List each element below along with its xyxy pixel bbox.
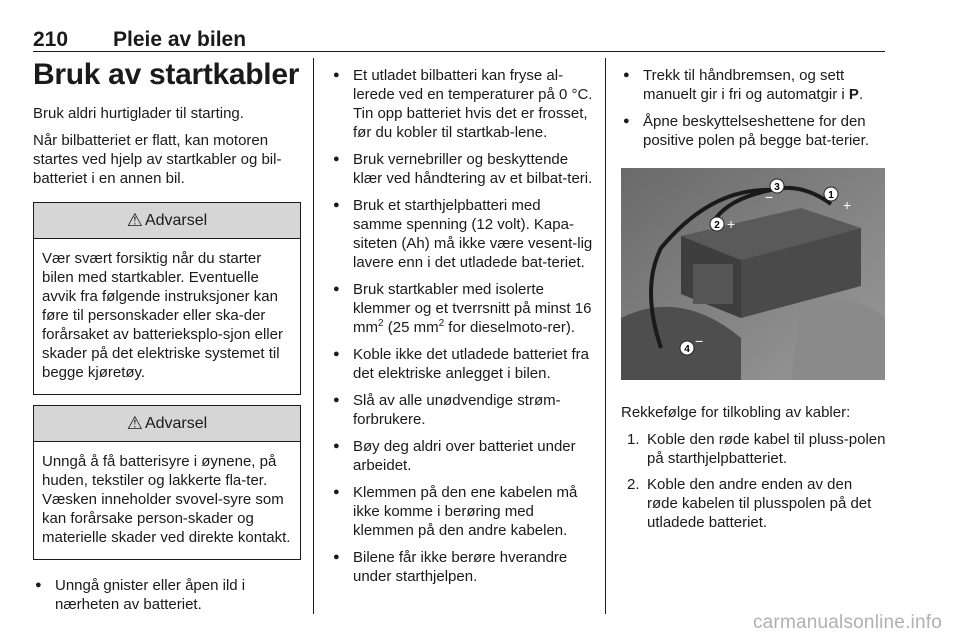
step-number: 2. xyxy=(627,476,640,493)
bullet-item: ● Bilene får ikke berøre hverandre under starthjelpen. xyxy=(331,548,593,586)
plus-sign-1: + xyxy=(843,197,852,213)
warning-heading: Advarsel xyxy=(144,211,208,229)
column-left xyxy=(33,58,301,622)
warning-heading: Advarsel xyxy=(144,414,208,432)
plus-sign-2: + xyxy=(727,216,736,232)
engine-part-shape xyxy=(791,300,885,380)
bullet-item: ● Slå av alle unødvendige strøm-forbrukere. xyxy=(331,391,593,429)
step-text: Koble den andre enden av den røde kabelen til plusspolen på det utladede batteriet. xyxy=(647,476,872,531)
bullet-text: for dieselmoto-rer). xyxy=(444,319,576,336)
warning-triangle-icon: ⚠ xyxy=(126,413,143,433)
label-3: 3 xyxy=(774,182,780,193)
label-2: 2 xyxy=(714,220,720,231)
bullet-item: ● Bruk et starthjelpbatteri med samme spenning (12 volt). Kapa-siteten (Ah) må ikke være vesent-lig lavere enn i det utladede bat-teriet. xyxy=(331,196,593,272)
intro-paragraph-1: Bruk aldri hurtiglader til starting. xyxy=(33,105,244,122)
warning-box-1 xyxy=(33,202,301,395)
minus-sign-2: − xyxy=(695,333,704,349)
warning-text: Unngå å få batterisyre i øynene, på huden, tekstiler og lakkerte fla-ter. Væsken inneholder svovel-syre som kan forårsake person-skader og materielle skader ved direkte kontakt. xyxy=(42,453,291,546)
fuse-box xyxy=(693,264,733,304)
bullet-text: Bruk startkabler med isolerte klemmer og et tverrsnitt på minst 16 mm xyxy=(353,281,592,336)
page-header xyxy=(33,26,885,52)
label-1: 1 xyxy=(828,190,834,201)
warning-header xyxy=(34,203,300,239)
bullet-text: . xyxy=(858,86,864,103)
section-title: Pleie av bilen xyxy=(113,28,247,51)
page-title: Bruk av startkabler xyxy=(33,58,300,91)
battery-jumpstart-illustration xyxy=(621,168,885,380)
bullet-item xyxy=(331,280,593,337)
bullet-item: ● Klemmen på den ene kabelen må ikke komme i berøring med klemmen på den andre kabelen. xyxy=(331,483,593,540)
connection-steps xyxy=(621,430,886,532)
bullet-list-middle xyxy=(331,66,593,586)
sequence-heading: Rekkefølge for tilkobling av kabler: xyxy=(621,404,851,421)
bullet-item: ● Bruk vernebriller og beskyttende klær ved håndtering av et bilbat-teri. xyxy=(331,150,593,188)
watermark: carmanualsonline.info xyxy=(752,612,942,633)
label-4: 4 xyxy=(684,344,690,355)
bullet-item xyxy=(621,66,886,104)
bullet-item: ● Koble ikke det utladede batteriet fra det elektriske anlegget i bilen. xyxy=(331,345,593,383)
bullet-item: ● Åpne beskyttelseshettene for den positive polen på begge bat-terier. xyxy=(621,112,886,150)
step-text: Koble den røde kabel til pluss-polen på starthjelpbatteriet. xyxy=(647,431,886,467)
step-item xyxy=(621,475,886,532)
warning-box-2 xyxy=(33,405,301,560)
intro-paragraph-2: Når bilbatteriet er flatt, kan motoren startes ved hjelp av startkabler og bil-batteriet i en annen bil. xyxy=(33,132,282,187)
warning-text: Vær svært forsiktig når du starter bilen med startkabler. Eventuelle avvik fra følgende instruksjoner kan føre til personskader eller ska-der forårsaket av batterieksplo-sjon eller skader på det elektriske systemet til begge kjøretøy. xyxy=(42,250,283,381)
bullet-text: (25 mm xyxy=(383,319,439,336)
superscript: 2 xyxy=(438,318,445,329)
minus-sign-1: − xyxy=(765,189,774,205)
column-right xyxy=(621,66,886,539)
column-divider-2 xyxy=(605,58,606,614)
bullet-item: ● Et utladet bilbatteri kan fryse al-lerede ved en temperaturer på 0 °C. Tin opp batteriet hvis det er frosset, før du kobler til startkab-lene. xyxy=(331,66,593,142)
step-item xyxy=(621,430,886,468)
bullet-text: Trekk til håndbremsen, og sett manuelt gir i fri og automatgir i xyxy=(643,67,849,103)
bullet-list-right xyxy=(621,66,886,150)
column-middle xyxy=(331,66,593,594)
gear-letter: P xyxy=(848,86,859,103)
bullet-item: ● Bøy deg aldri over batteriet under arbeidet. xyxy=(331,437,593,475)
page-number: 210 xyxy=(33,28,69,51)
bullet-item: ● Unngå gnister eller åpen ild i nærheten av batteriet. xyxy=(33,576,301,614)
bullet-list-left xyxy=(33,576,301,614)
warning-header xyxy=(34,406,300,442)
warning-triangle-icon: ⚠ xyxy=(126,210,143,230)
column-divider-1 xyxy=(313,58,314,614)
step-number: 1. xyxy=(627,431,640,448)
superscript: 2 xyxy=(378,318,384,329)
